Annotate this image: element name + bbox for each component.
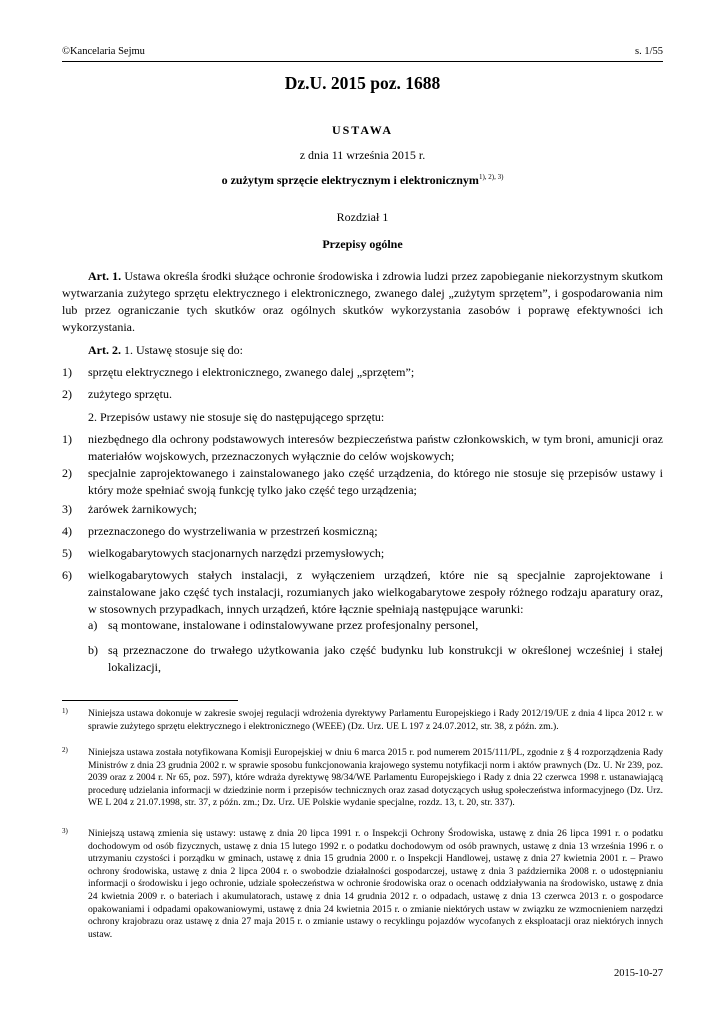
list-item (62, 386, 663, 403)
header-publisher: ©Kancelaria Sejmu (62, 46, 145, 57)
list-item (62, 545, 663, 562)
article-2-label: Art. 2. (88, 343, 121, 357)
article-2-intro-text: 1. Ustawę stosuje się do: (124, 343, 243, 357)
footnote-text: Niniejsza ustawa została notyfikowana Komisji Europejskiej w dniu 6 marca 2015 r. pod numerem 2015/111/PL, zgodnie z § 4 rozporządzenia Rady Ministrów z dnia 23 grudnia 2002 r. w sprawie sposobu funkcjonowania krajowego systemu notyfikacji norm i aktów prawnych (Dz. U. Nr 239, poz. 2039 oraz z 2004 r. Nr 65, poz. 597), które wdraża dyrektywę 98/34/WE Parlamentu Europejskiego i Rady z dnia 22 czerwca 1998 r. ustanawiającą procedurę udzielania informacji w dziedzinie norm i przepisów technicznych oraz zasad dotyczących usług społeczeństwa informacyjnego (Dz. Urz. WE L 204 z 21.07.1998, str. 37, z późn. zm.; Dz. Urz. UE Polskie wydanie specjalne, rozdz. 13, t. 20, str. 337). (88, 747, 663, 809)
chapter-number: Rozdział 1 (336, 210, 389, 224)
footnote-refs: 1), 2), 3) (478, 173, 504, 181)
sub-list-item-letter: a) (88, 618, 98, 632)
list-item-number: 1) (62, 432, 72, 446)
list-item-text: wielkogabarytowych stałych instalacji, z wyłączeniem urządzeń, które nie są specjalnie zaprojektowane i zainstalowane jako część tych instalacji, rozumianych jako wielkogabarytowe zespoły różnego rodzaju aparatury oraz, w stosownych przypadkach, innych urządzeń, które łącznie spełniają następujące warunki: (88, 568, 663, 616)
sub-list-item (88, 617, 663, 634)
list-item (62, 567, 663, 618)
act-type: USTAWA (331, 123, 394, 137)
footnote-number: 2) (62, 746, 68, 754)
list-item-text: wielkogabarytowych stacjonarnych narzędzi przemysłowych; (88, 546, 385, 560)
list-item-text: przeznaczonego do wystrzeliwania w przestrzeń kosmiczną; (88, 524, 378, 538)
list-item-number: 1) (62, 365, 72, 379)
header-page-number: s. 1/55 (634, 46, 663, 57)
footnote-separator (62, 700, 238, 701)
footnote (62, 828, 663, 941)
sub-list-item-letter: b) (88, 643, 98, 657)
article-2-section-2-intro: 2. Przepisów ustawy nie stosuje się do następującego sprzętu: (88, 410, 385, 424)
footnote (62, 747, 663, 810)
footnote-text: Niniejsza ustawa dokonuje w zakresie swojej regulacji wdrożenia dyrektywy Parlamentu Europejskiego i Rady 2012/19/UE z dnia 4 lipca 2012 r. w sprawie zużytego sprzętu elektrycznego i elektronicznego (WEEE) (Dz. Urz. UE L 197 z 24.07.2012, str. 38, z późn. zm.). (88, 708, 663, 732)
list-item-number: 5) (62, 546, 72, 560)
footnote-text: Niniejszą ustawą zmienia się ustawy: ustawę z dnia 20 lipca 1991 r. o Inspekcji Ochrony Środowiska, ustawę z dnia 26 lipca 1991 r. o podatku dochodowym od osób fizycznych, ustawę z dnia 15 lutego 1992 r. o podatku dochodowym od osób prawnych, ustawę z dnia 13 września 1996 r. o utrzymaniu czystości i porządku w gminach, ustawę z dnia 15 grudnia 2000 r. o Inspekcji Handlowej, ustawę z dnia 27 kwietnia 2001 r. – Prawo ochrony środowiska, ustawę z dnia 2 lipca 2004 r. o swobodzie działalności gospodarczej, ustawę z dnia 3 października 2008 r. o udostępnianiu informacji o środowisku i jego ochronie, udziale społeczeństwa w ochronie środowiska oraz o ocenach oddziaływania na środowisko, ustawę z dnia 24 kwietnia 2009 r. o bateriach i akumulatorach, ustawę z dnia 14 grudnia 2012 r. o odpadach, ustawę z dnia 13 czerwca 2013 r. o gospodarce opakowaniami i odpadami opakowaniowymi, ustawę z dnia 24 kwietnia 2015 r. o zmianie niektórych ustaw w związku ze wzmocnieniem narzędzi ochrony krajobrazu oraz ustawę z dnia 27 maja 2015 r. o zmianie ustawy o recyklingu pojazdów wycofanych z eksploatacji oraz niektórych innych ustaw. (88, 828, 663, 940)
list-item-number: 6) (62, 568, 72, 582)
list-item (62, 523, 663, 540)
act-subject-text: o zużytym sprzęcie elektrycznym i elektronicznym (221, 173, 479, 187)
list-item-text: niezbędnego dla ochrony podstawowych interesów bezpieczeństwa państw członkowskich, w tym broni, amunicji oraz materiałów wojskowych, przeznaczonych wyłącznie do celów wojskowych; (88, 432, 663, 463)
list-item-text: zużytego sprzętu. (88, 387, 172, 401)
article-1 (62, 268, 663, 336)
list-item (62, 465, 663, 499)
list-item (62, 364, 663, 381)
list-item-text: sprzętu elektrycznego i elektronicznego, zwanego dalej „sprzętem”; (88, 365, 415, 379)
list-item-number: 3) (62, 502, 72, 516)
act-date: z dnia 11 września 2015 r. (299, 148, 426, 162)
footer-date: 2015-10-27 (614, 968, 663, 979)
list-item-text: żarówek żarnikowych; (88, 502, 197, 516)
footnote-number: 3) (62, 827, 68, 835)
list-item-number: 4) (62, 524, 72, 538)
footnote-number: 1) (62, 707, 68, 715)
sub-list-item (88, 642, 663, 676)
document-title: Dz.U. 2015 poz. 1688 (284, 73, 441, 93)
article-2-intro (62, 342, 663, 359)
list-item-number: 2) (62, 387, 72, 401)
list-item (62, 431, 663, 465)
footnote (62, 708, 663, 733)
article-1-text: Ustawa określa środki służące ochronie środowiska i zdrowia ludzi przez zapobieganie niekorzystnym skutkom wytwarzania zużytego sprzętu elektrycznego i elektronicznego, zwanego dalej „zużytym sprzętem”, i gospodarowania nim lub przez ograniczanie tych skutków oraz ogólnych skutków wykorzystania zasobów i poprawę efektywności ich wykorzystania. (62, 269, 663, 334)
page-header (62, 46, 663, 62)
list-item-number: 2) (62, 466, 72, 480)
act-subject (0, 173, 725, 188)
list-item-text: specjalnie zaprojektowanego i zainstalowanego jako część urządzenia, do którego nie stosuje się przepisów ustawy i który może spełniać swoją funkcję tylko jako część tego urządzenia; (88, 466, 663, 497)
list-item (62, 501, 663, 518)
sub-list-item-text: są montowane, instalowane i odinstalowywane przez profesjonalny personel, (108, 618, 479, 632)
article-1-label: Art. 1. (88, 269, 122, 283)
chapter-title: Przepisy ogólne (322, 237, 403, 251)
sub-list-item-text: są przeznaczone do trwałego użytkowania jako część budynku lub konstrukcji w określonej wcześniej i stałej lokalizacji, (108, 643, 663, 674)
